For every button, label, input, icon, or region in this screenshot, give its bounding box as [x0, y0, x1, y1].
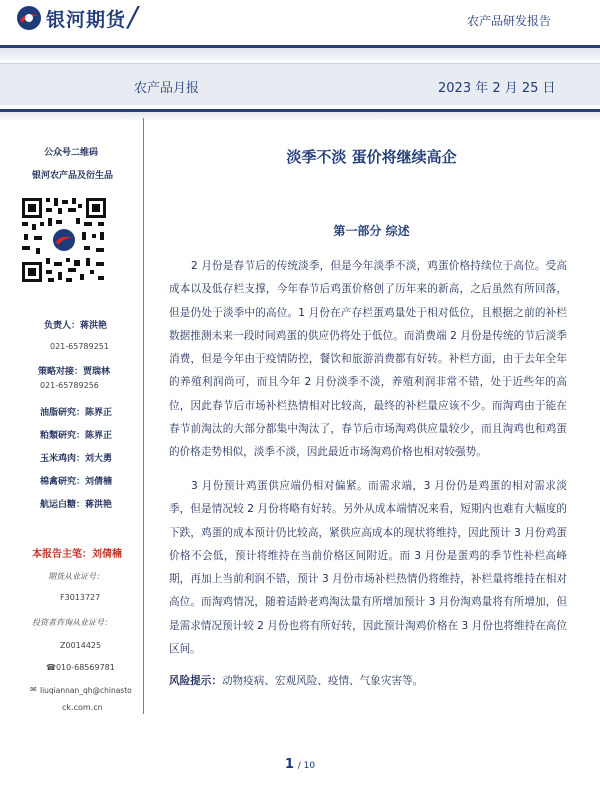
- consult-cert: Z0014425: [60, 641, 102, 650]
- consult-cert-label: 投资者咨询从业证号：: [32, 618, 112, 627]
- section-title: 第一部分 综述: [333, 224, 410, 238]
- page-number: 1 / 10: [284, 757, 316, 772]
- contact-lead: 负责人：蒋洪艳: [44, 321, 108, 331]
- sidebar-divider: [143, 118, 144, 714]
- galaxy-logo-icon: [16, 5, 42, 31]
- email-icon: ✉: [30, 685, 37, 694]
- header-bottom-band: [0, 112, 600, 122]
- contact-shipping: 航运白糖：蒋洪艳: [40, 500, 113, 510]
- report-type: 农产品研发报告: [467, 14, 552, 28]
- contact-strategy-phone: 021-65789256: [40, 381, 99, 390]
- futures-cert: F3013727: [60, 593, 101, 602]
- paragraph-1: 2 月份是春节后的传统淡季，但是今年淡季不淡，鸡蛋价格持续位于高位。受高成本以及低存栏支撑，今年春节后鸡蛋价格创了历年来的新高，之后虽然有所回落，但是仍处于淡季中的高位。1 月份在产存栏蛋鸡量处于相对低位，且根据之前的补栏数据推测未来一段时间鸡蛋的供应仍将处于低位。而消费端 2 月份是传统的节后淡季消费，但是今年由于疫情防控，餐饮和旅游消费都有好转。补栏方面，由于去年全年的养殖利润尚可，而且今年 2 月份淡季不淡，养殖利润非常不错，处于近些年的高位，因此春节后市场补栏热情相对比较高，最终的补栏量应该不少。而淘鸡由于能在春节前淘汰的大部分都集中淘汰了，春节后市场淘鸡供应量较少，而且淘鸡也和鸡蛋的价格走势相似，淡季不淡，因此最近市场淘鸡价格也相对较强势。: [169, 260, 567, 459]
- report-date: 2023 年 2 月 25 日: [438, 81, 556, 96]
- contact-corn: 玉米鸡肉：刘大勇: [40, 454, 113, 464]
- brand-name: 银河期货: [46, 9, 127, 31]
- brand-slash: /: [128, 0, 138, 33]
- qr-code-icon: [20, 196, 108, 284]
- report-title: 淡季不淡 蛋价将继续高企: [286, 148, 457, 166]
- contact-meal: 粕類研究：陈界正: [40, 431, 113, 441]
- contact-oils: 油脂研究：陈界正: [40, 408, 113, 418]
- series-band-border: [0, 63, 600, 64]
- futures-cert-label: 期货从业证号：: [48, 572, 104, 581]
- contact-cotton: 棉禽研究：刘倩楠: [40, 477, 113, 487]
- author-line: 本报告主笔：刘倩楠: [32, 549, 122, 560]
- header-band: [0, 48, 600, 60]
- email-line-1[interactable]: liuqiannan_qh@chinasto: [40, 686, 132, 695]
- contact-strategy: 策略对接：贾瑞林: [38, 367, 111, 377]
- contact-lead-phone: 021-65789251: [50, 342, 109, 351]
- qr-caption-1: 公众号二维码: [44, 148, 99, 158]
- contact-phone: ☎010-68569781: [46, 663, 115, 672]
- email-line-2[interactable]: ck.com.cn: [62, 703, 103, 712]
- risk-note: 风险提示：动物疫病、宏观风险、疫情、气象灾害等。: [169, 675, 424, 687]
- qr-caption-2: 银河农产品及衍生品: [32, 171, 114, 181]
- paragraph-2: 3 月份预计鸡蛋供应端仍相对偏紧。而需求端，3 月份仍是鸡蛋的相对需求淡季，但是情况较 2 月份将略有好转。另外从成本端情况来看，短期内也难有大幅度的下跌，鸡蛋的成本预计仍比较高，紧供应高成本的现状将维持，因此预计 3 月份鸡蛋价格不会低，预计将维持在当前价格区间附近。而 3 月份是蛋鸡的季节性补栏高峰期，再加上当前利润不错，预计 3 月份市场补栏热情仍将维持，补栏量将维持在相对高位。而淘鸡情况，随着适龄老鸡淘汰量有所增加预计 3 月份淘鸡量将有所增加，但是需求情况预计较 2 月份也将有所好转，因此预计淘鸡价格在 3 月份也将维持在高位区间。: [169, 480, 567, 656]
- report-series: 农产品月报: [134, 81, 200, 96]
